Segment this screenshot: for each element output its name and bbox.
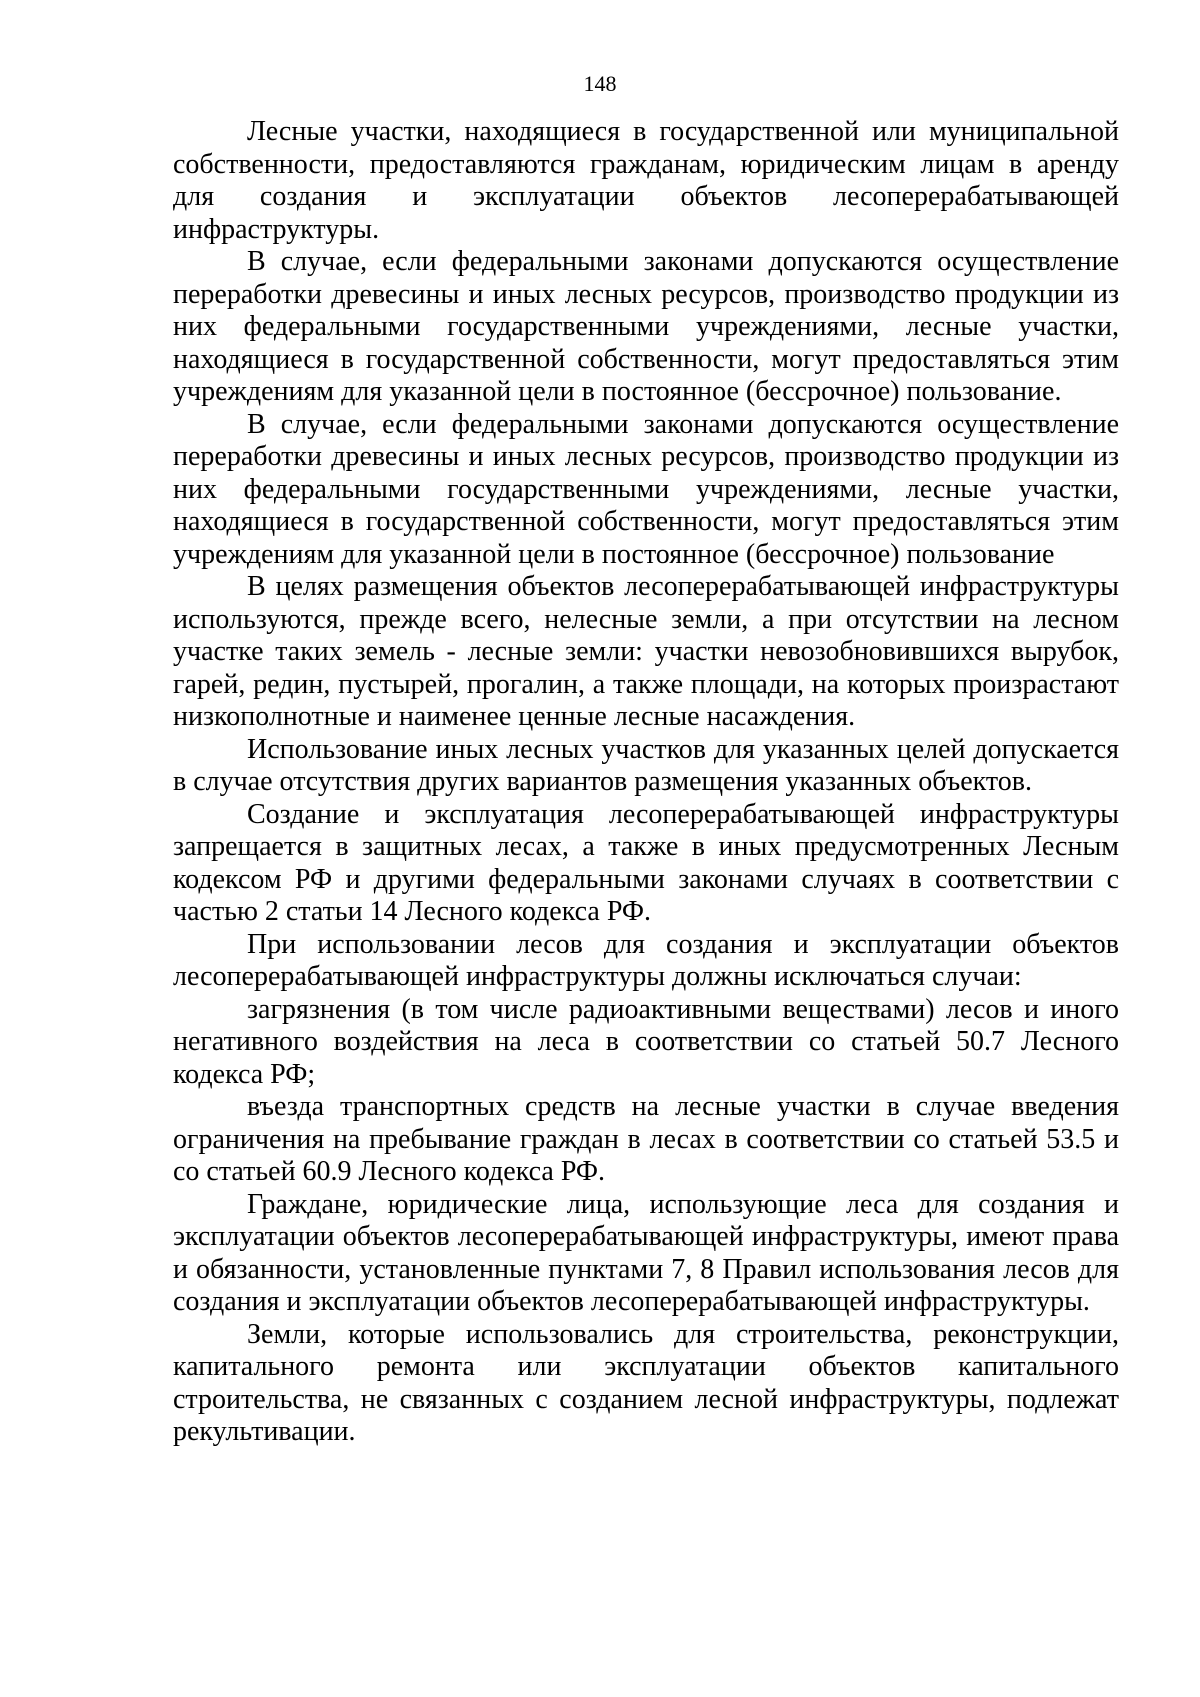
paragraph: загрязнения (в том числе радиоактивными веществами) лесов и иного негативного воздействия на леса в соответствии со статьей 50.7 Лесного кодекса РФ;: [173, 993, 1119, 1090]
paragraph: Использование иных лесных участков для указанных целей допускается в случае отсутствия других вариантов размещения указанных объектов.: [173, 733, 1119, 797]
paragraph: При использовании лесов для создания и эксплуатации объектов лесоперерабатывающей инфраструктуры должны исключаться случаи:: [173, 928, 1119, 992]
page-number: 148: [583, 71, 617, 96]
paragraph: въезда транспортных средств на лесные участки в случае введения ограничения на пребывание граждан в лесах в соответствии со статьей 53.5 и со статьей 60.9 Лесного кодекса РФ.: [173, 1091, 1119, 1187]
paragraph: Земли, которые использовались для строительства, реконструкции, капитального ремонта или эксплуатации объектов капитального строительства, не связанных с созданием лесной инфраструктуры, подлежат рекультивации.: [173, 1318, 1119, 1447]
paragraph: Лесные участки, находящиеся в государственной или муниципальной собственности, предоставляются гражданам, юридическим лицам в аренду для создания и эксплуатации объектов лесоперерабатывающей инфраструктуры.: [173, 116, 1119, 245]
paragraph: В случае, если федеральными законами допускаются осуществление переработки древесины и иных лесных ресурсов, производство продукции из них федеральными государственными учреждениями, лесные участки, находящиеся в государственной собственности, могут предоставляться этим учреждениям для указанной цели в постоянное (бессрочное) пользование: [173, 408, 1119, 570]
paragraph: Граждане, юридические лица, использующие леса для создания и эксплуатации объектов лесоперерабатывающей инфраструктуры, имеют права и обязанности, установленные пунктами 7, 8 Правил использования лесов для создания и эксплуатации объектов лесоперерабатывающей инфраструктуры.: [173, 1188, 1119, 1317]
paragraph: В случае, если федеральными законами допускаются осуществление переработки древесины и иных лесных ресурсов, производство продукции из них федеральными государственными учреждениями, лесные участки, находящиеся в государственной собственности, могут предоставляться этим учреждениям для указанной цели в постоянное (бессрочное) пользование.: [173, 246, 1119, 407]
paragraph: В целях размещения объектов лесоперерабатывающей инфраструктуры используются, прежде всего, нелесные земли, а при отсутствии на лесном участке таких земель - лесные земли: участки невозобновившихся вырубок, гарей, редин, пустырей, прогалин, а также площади, на которых произрастают низкополнотные и наименее ценные лесные насаждения.: [173, 571, 1119, 732]
body-text: [173, 116, 1119, 1449]
paragraph: Создание и эксплуатация лесоперерабатывающей инфраструктуры запрещается в защитных лесах, а также в иных предусмотренных Лесным кодексом РФ и другими федеральными законами случаях в соответствии с частью 2 статьи 14 Лесного кодекса РФ.: [173, 798, 1119, 927]
